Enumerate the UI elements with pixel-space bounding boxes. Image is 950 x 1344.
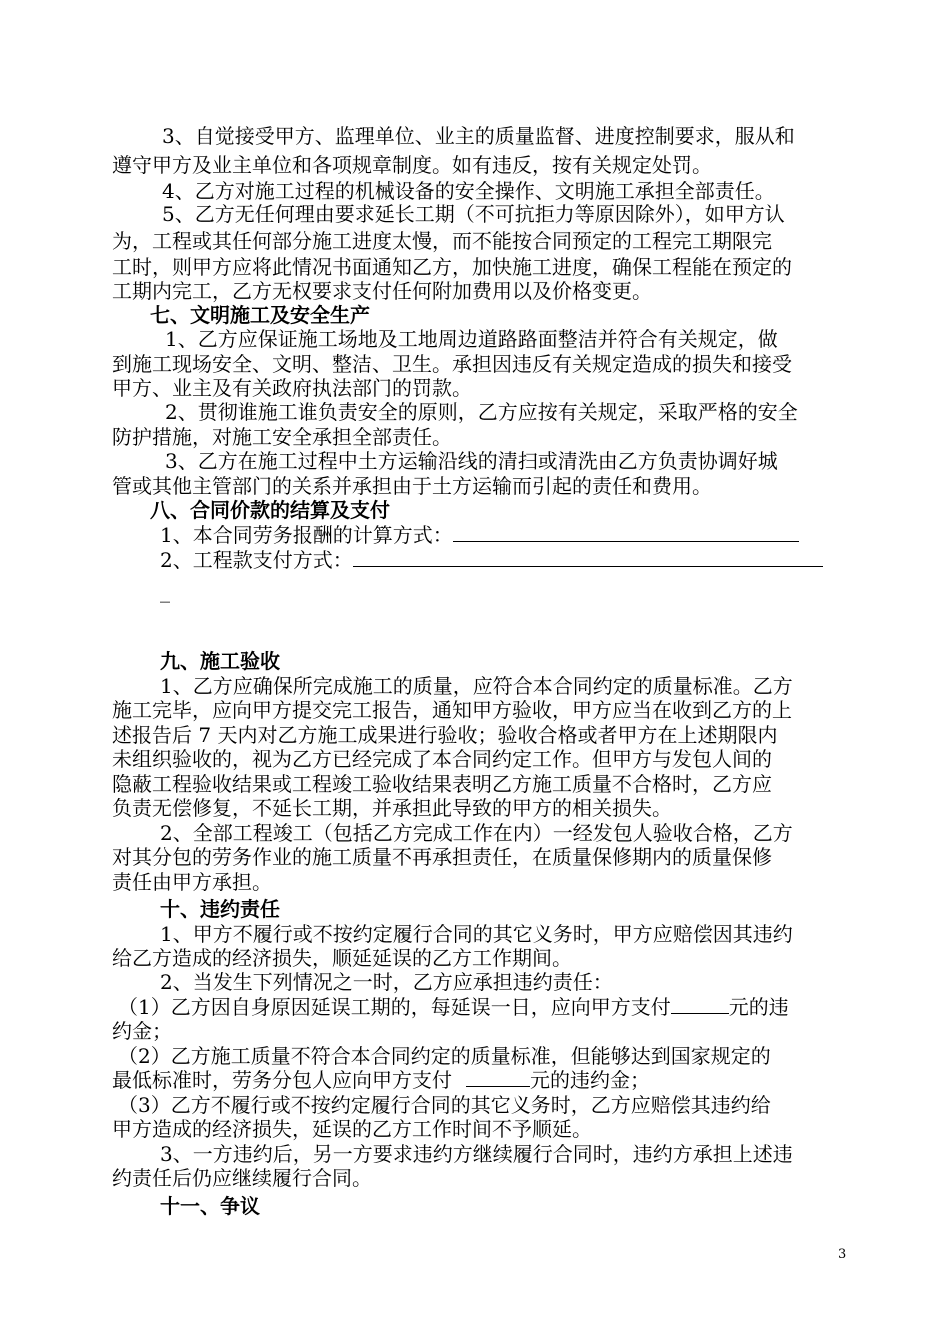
penalty-blank-2 xyxy=(466,1066,530,1087)
payment-calc-blank xyxy=(453,521,799,542)
section-heading: 九、施工验收 xyxy=(160,649,280,673)
paragraph-line: 3、一方违约后，另一方要求违约方继续履行合同时，违约方承担上述违 xyxy=(160,1142,793,1166)
paragraph-line: 3、乙方在施工过程中土方运输沿线的清扫或清洗由乙方负责协调好城 xyxy=(165,449,778,473)
paragraph-line: 1、乙方应确保所完成施工的质量，应符合本合同约定的质量标准。乙方 xyxy=(160,674,793,698)
section-heading: 十、违约责任 xyxy=(160,897,280,921)
payment-method-blank xyxy=(353,546,823,567)
paragraph-line: 甲方、业主及有关政府执法部门的罚款。 xyxy=(112,376,472,400)
paragraph-line: 4、乙方对施工过程的机械设备的安全操作、文明施工承担全部责任。 xyxy=(162,179,775,203)
paragraph-line: 工期内完工，乙方无权要求支付任何附加费用以及价格变更。 xyxy=(112,279,652,303)
paragraph-line: 未组织验收的，视为乙方已经完成了本合同约定工作。但甲方与发包人间的 xyxy=(112,747,772,771)
paragraph-line: 2、全部工程竣工（包括乙方完成工作在内）一经发包人验收合格，乙方 xyxy=(160,821,793,845)
paragraph-line: 述报告后 7 天内对乙方施工成果进行验收；验收合格或者甲方在上述期限内 xyxy=(112,723,778,747)
paragraph-line: （3）乙方不履行或不按约定履行合同的其它义务时，乙方应赔偿其违约给 xyxy=(118,1093,771,1117)
paragraph-line: 约金； xyxy=(112,1019,172,1043)
paragraph-line: 2、贯彻谁施工谁负责安全的原则，乙方应按有关规定，采取严格的安全 xyxy=(165,400,798,424)
paragraph-line: 隐蔽工程验收结果或工程竣工验收结果表明乙方施工质量不合格时，乙方应 xyxy=(112,772,772,796)
paragraph-line: （2）乙方施工质量不符合本合同约定的质量标准，但能够达到国家规定的 xyxy=(118,1044,771,1068)
penalty-text-1: （1）乙方因自身原因延误工期的，每延误一日，应向甲方支付 xyxy=(118,995,671,1019)
paragraph-line: 工时，则甲方应将此情况书面通知乙方，加快施工进度，确保工程能在预定的 xyxy=(112,255,792,279)
paragraph-line: 约责任后仍应继续履行合同。 xyxy=(112,1166,372,1190)
paragraph-line: 2、当发生下列情况之一时，乙方应承担违约责任： xyxy=(160,970,613,994)
section-heading: 八、合同价款的结算及支付 xyxy=(150,498,390,522)
penalty-unit-1: 元的违 xyxy=(728,995,789,1019)
paragraph-line: 1、甲方不履行或不按约定履行合同的其它义务时，甲方应赔偿因其违约 xyxy=(160,922,793,946)
penalty-line-2 xyxy=(0,1066,950,1094)
paragraph-line: 到施工现场安全、文明、整洁、卫生。承担因违反有关规定造成的损失和接受 xyxy=(112,352,792,376)
paragraph-line: 1、乙方应保证施工场地及工地周边道路路面整洁并符合有关规定，做 xyxy=(165,327,778,351)
underscore-line: _ xyxy=(160,579,170,603)
penalty-text-2: 最低标准时，劳务分包人应向甲方支付 xyxy=(112,1068,452,1092)
section-heading: 七、文明施工及安全生产 xyxy=(150,303,370,327)
paragraph-line: 给乙方造成的经济损失，顺延延误的乙方工作期间。 xyxy=(112,946,572,970)
penalty-unit-2: 元的违约金； xyxy=(530,1068,650,1092)
penalty-blank-1 xyxy=(671,993,729,1014)
paragraph-line: 5、乙方无任何理由要求延长工期（不可抗拒力等原因除外），如甲方认 xyxy=(162,202,785,226)
paragraph-line: 施工完毕，应向甲方提交完工报告，通知甲方验收，甲方应当在收到乙方的上 xyxy=(112,698,792,722)
section-heading: 十一、争议 xyxy=(160,1194,260,1218)
paragraph-line: 责任由甲方承担。 xyxy=(112,870,272,894)
paragraph-line: 为，工程或其任何部分施工进度太慢，而不能按合同预定的工程完工期限完 xyxy=(112,229,772,253)
paragraph-line: 管或其他主管部门的关系并承担由于土方运输而引起的责任和费用。 xyxy=(112,474,712,498)
payment-method-label: 2、工程款支付方式： xyxy=(160,548,353,572)
paragraph-line: 防护措施，对施工安全承担全部责任。 xyxy=(112,425,452,449)
paragraph-line: 3、自觉接受甲方、监理单位、业主的质量监督、进度控制要求，服从和 xyxy=(162,124,795,148)
paragraph-line: 对其分包的劳务作业的施工质量不再承担责任，在质量保修期内的质量保修 xyxy=(112,845,772,869)
payment-method-line xyxy=(0,546,950,574)
page-number: 3 xyxy=(838,1247,847,1262)
payment-calc-label: 1、本合同劳务报酬的计算方式： xyxy=(160,523,453,547)
paragraph-line: 甲方造成的经济损失，延误的乙方工作时间不予顺延。 xyxy=(112,1117,592,1141)
payment-calc-line xyxy=(0,521,950,549)
paragraph-line: 遵守甲方及业主单位和各项规章制度。如有违反，按有关规定处罚。 xyxy=(112,153,712,177)
paragraph-line: 负责无偿修复，不延长工期，并承担此导致的甲方的相关损失。 xyxy=(112,796,672,820)
